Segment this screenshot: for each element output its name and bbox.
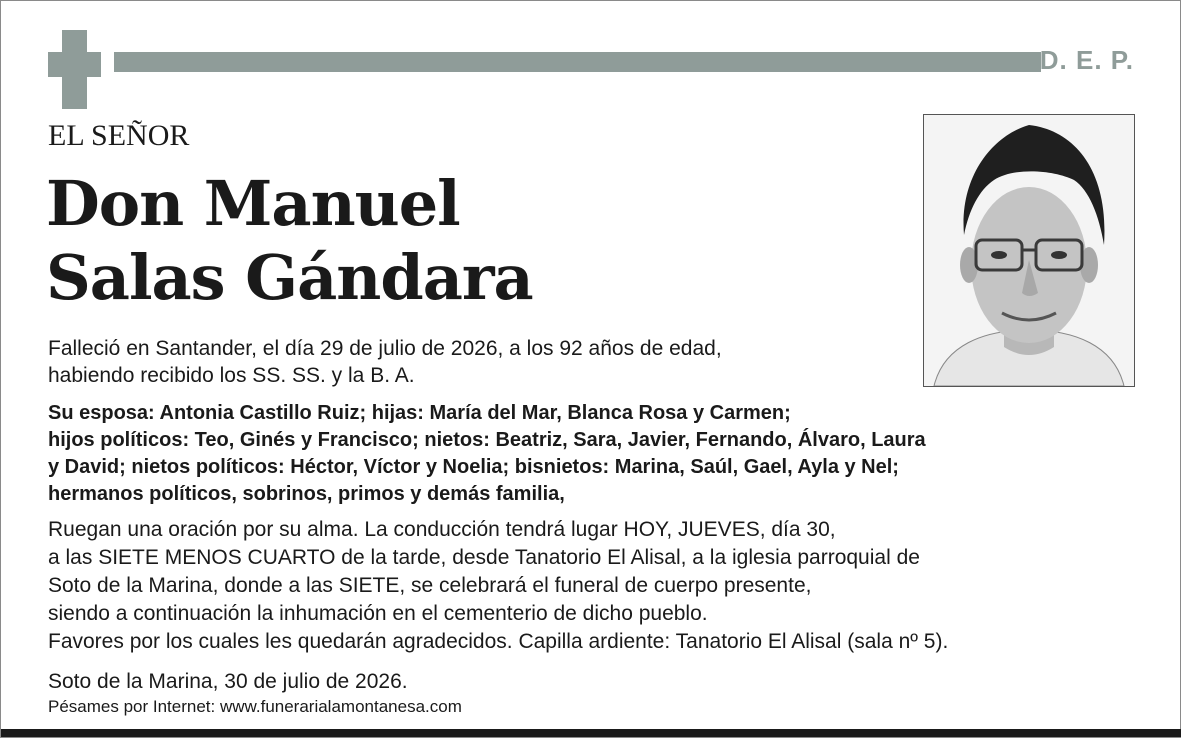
- service-line: a las SIETE MENOS CUARTO de la tarde, desde Tanatorio El Alisal, a la iglesia parroquial de: [48, 546, 920, 569]
- family-line: hijos políticos: Teo, Ginés y Francisco; nietos: Beatriz, Sara, Javier, Fernando, Álvaro, Laura: [48, 429, 926, 451]
- family-line: hermanos políticos, sobrinos, primos y demás familia,: [48, 483, 565, 505]
- honorific: EL SEÑOR: [48, 119, 190, 152]
- family-line: y David; nietos políticos: Héctor, Víctor y Noelia; bisnietos: Marina, Saúl, Gael, Ayla y Nel;: [48, 456, 899, 478]
- header-rule: [114, 52, 1041, 72]
- deceased-name: [46, 167, 533, 315]
- death-notice-line: habiendo recibido los SS. SS. y la B. A.: [48, 364, 415, 387]
- service-line: Ruegan una oración por su alma. La conducción tendrá lugar HOY, JUEVES, día 30,: [48, 518, 836, 541]
- family-list: [48, 400, 1138, 508]
- name-line-1: Don Manuel: [46, 167, 460, 240]
- dep-label: D. E. P.: [1039, 45, 1134, 75]
- name-line-2: Salas Gándara: [46, 241, 533, 314]
- death-notice: [48, 335, 1138, 389]
- condolences-link[interactable]: Pésames por Internet: www.funerarialamontanesa.com: [48, 697, 462, 716]
- footer-rule: [1, 729, 1181, 737]
- service-line: siendo a continuación la inhumación en el cementerio de dicho pueblo.: [48, 602, 708, 625]
- family-line: Su esposa: Antonia Castillo Ruiz; hijas: María del Mar, Blanca Rosa y Carmen;: [48, 402, 791, 424]
- cross-icon: [48, 30, 101, 109]
- service-details: [48, 516, 1138, 656]
- place-date: Soto de la Marina, 30 de julio de 2026.: [48, 670, 408, 693]
- service-line: Soto de la Marina, donde a las SIETE, se celebrará el funeral de cuerpo presente,: [48, 574, 812, 597]
- death-notice-line: Falleció en Santander, el día 29 de julio de 2026, a los 92 años de edad,: [48, 337, 722, 360]
- service-line: Favores por los cuales les quedarán agradecidos. Capilla ardiente: Tanatorio El Alisal (sala nº 5).: [48, 630, 949, 653]
